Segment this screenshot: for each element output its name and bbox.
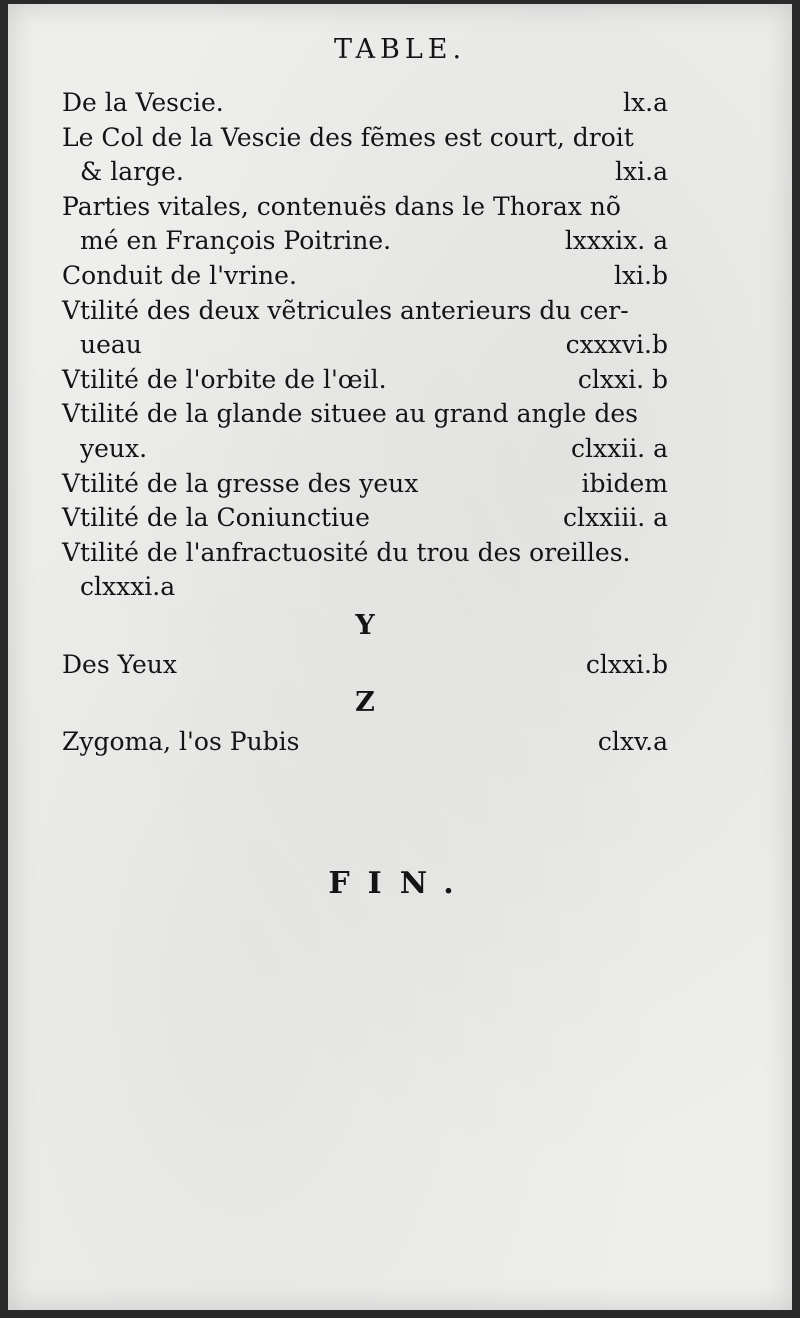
entry-text: Vtilité de l'anfractuosité du trou des oreilles. [62,537,631,567]
running-head: TABLE. [333,34,467,65]
entry-text: Le Col de la Vescie des fẽmes est court, droit [62,122,634,152]
index-entry [62,190,668,225]
index-entry [62,86,668,121]
entry-ref: clxxiii. a [563,503,668,533]
entry-ref: lxxxix. a [564,226,668,256]
index-entry [62,648,668,683]
index-entry [62,294,668,329]
entry-text: De la Vescie. [62,88,224,117]
index-entry [62,155,668,190]
entry-text: ueau [80,330,142,360]
entry-text: Vtilité de l'orbite de l'œil. [62,364,387,394]
index-entry [62,259,668,294]
index-entry [62,432,668,467]
index-list [62,86,668,759]
index-entry [62,501,668,536]
index-entry [62,570,668,605]
entry-ref: cxxxvi.b [565,330,668,360]
entry-ref: clxxi.b [585,649,668,679]
index-entry [62,363,668,398]
entry-ref: lxi.b [613,260,668,290]
index-entry [62,224,668,259]
entry-ref: clxxi. b [577,364,668,394]
book-page [8,4,792,1310]
entry-text: & large. [80,157,184,187]
section-letter-z: Z [355,687,375,719]
index-entry [62,536,668,571]
entry-text: Vtilité de la Coniunctiue [62,503,370,533]
entry-text: Zygoma, l'os Pubis [62,726,300,756]
entry-ref: lxi.a [615,157,668,187]
end-mark: FIN. [328,866,472,901]
index-entry [62,121,668,156]
entry-ref: clxxii. a [571,433,668,463]
entry-text: Vtilité des deux vẽtricules anterieurs du cer- [62,295,629,325]
entry-text: Conduit de l'vrine. [62,260,297,290]
entry-ref: lx.a [623,88,668,117]
entry-text: Vtilité de la glande situee au grand angle des [62,399,638,429]
entry-text: Des Yeux [62,649,177,679]
index-entry [62,467,668,502]
index-entry [62,328,668,363]
entry-text: Vtilité de la gresse des yeux [62,468,419,498]
index-entry [62,397,668,432]
entry-text: mé en François Poitrine. [80,226,392,256]
index-entry [62,725,668,760]
entry-text: yeux. [80,433,148,463]
section-letter-y: Y [355,609,375,641]
entry-ref: clxv.a [597,726,668,756]
entry-text: Parties vitales, contenuës dans le Thorax nõ [62,191,621,221]
entry-text: clxxxi.a [80,572,176,602]
entry-ref: ibidem [581,468,668,498]
